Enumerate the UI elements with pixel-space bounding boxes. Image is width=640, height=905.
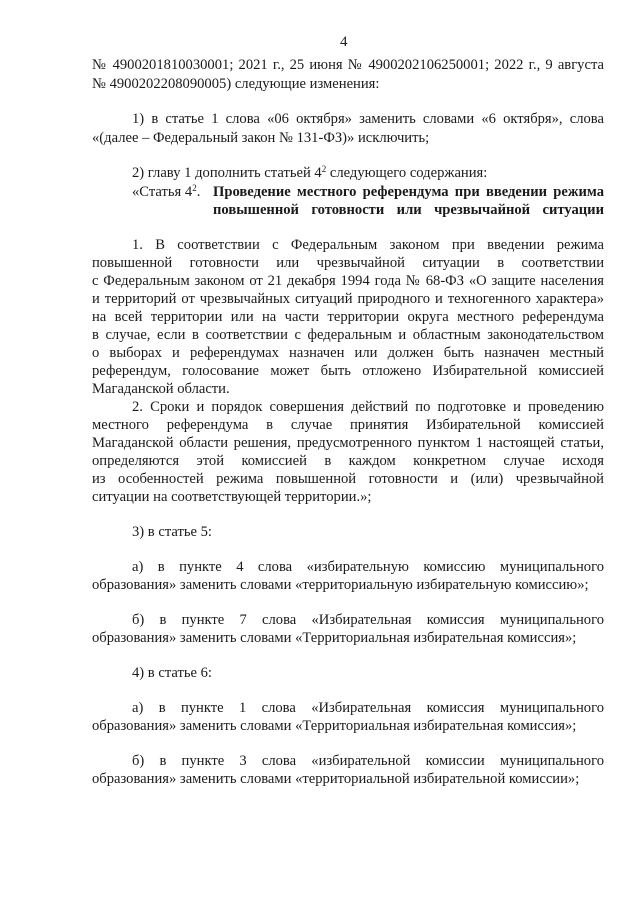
p2-line-1: 2. Сроки и порядок совершения действий по подготовке и проведению <box>132 399 604 415</box>
item3b-line-2: образования» заменить словами «Территориальная избирательная комиссия»; <box>92 630 577 646</box>
item2-text-after: следующего содержания: <box>326 165 488 181</box>
item1-line-1: 1) в статье 1 слова «06 октября» заменить словами «6 октября», слова <box>132 111 604 127</box>
item1-line-2: «(далее – Федеральный закон № 131-ФЗ)» исключить; <box>92 130 430 146</box>
item2-sup: 2 <box>321 164 327 174</box>
article-label-sup: 2 <box>192 183 197 193</box>
p2-line-6: ситуации на соответствующей территории.»; <box>92 489 372 505</box>
item4a-line-2: образования» заменить словами «Территориальная избирательная комиссия»; <box>92 718 577 734</box>
item3a-line-2: образования» заменить словами «территориальную избирательную комиссию»; <box>92 577 589 593</box>
article-label-dot: . <box>196 184 201 200</box>
item3a-line-1: а) в пункте 4 слова «избирательную комиссию муниципального <box>132 559 604 575</box>
p2-line-3: Магаданской области решения, предусмотренного пунктом 1 настоящей статьи, <box>92 435 604 451</box>
article-title-line-2: повышенной готовности или чрезвычайной ситуации <box>213 202 604 218</box>
p1-line-5: на всей территории или на части территории округа местного референдума <box>92 309 604 325</box>
intro-line-1: № 4900201810030001; 2021 г., 25 июня № 4900202106250001; 2022 г., 9 августа <box>92 57 604 73</box>
intro-line-2: № 4900202208090005) следующие изменения: <box>92 76 380 92</box>
p2-line-2: местного референдума в случае принятия Избирательной комиссией <box>92 417 604 433</box>
item4b-line-1: б) в пункте 3 слова «избирательной комиссии муниципального <box>132 753 604 769</box>
item3b-line-1: б) в пункте 7 слова «Избирательная комиссия муниципального <box>132 612 604 628</box>
article-title-line-1: Проведение местного референдума при введении режима <box>213 184 604 200</box>
p1-line-6: в случае, если в соответствии с федеральным и областным законодательством <box>92 327 604 343</box>
p1-line-3: с Федеральным законом от 21 декабря 1994 года № 68-ФЗ «О защите населения <box>92 273 604 289</box>
article-label <box>132 183 200 201</box>
p1-line-8: референдум, голосование может быть отложено Избирательной комиссией <box>92 363 604 379</box>
item4a-line-1: а) в пункте 1 слова «Избирательная комиссия муниципального <box>132 700 604 716</box>
item2-text: 2) главу 1 дополнить статьей 4 <box>132 165 322 181</box>
p2-line-4: определяются этой комиссией в каждом конкретном случае исходя <box>92 453 604 469</box>
p1-line-4: и территорий от чрезвычайных ситуаций природного и техногенного характера» <box>92 291 604 307</box>
page-number: 4 <box>340 34 348 50</box>
p1-line-1: 1. В соответствии с Федеральным законом при введении режима <box>132 237 604 253</box>
article-label-text: «Статья 4 <box>132 184 193 200</box>
item4-line: 4) в статье 6: <box>132 665 212 681</box>
p1-line-9: Магаданской области. <box>92 381 230 397</box>
p1-line-2: повышенной готовности или чрезвычайной ситуации в соответствии <box>92 255 604 271</box>
item4b-line-2: образования» заменить словами «территориальной избирательной комиссии»; <box>92 771 580 787</box>
item3-line: 3) в статье 5: <box>132 524 212 540</box>
p1-line-7: о выборах и референдумах назначен или должен быть назначен местный <box>92 345 604 361</box>
item2-line <box>132 164 487 182</box>
p2-line-5: из особенностей режима повышенной готовности и (или) чрезвычайной <box>92 471 604 487</box>
